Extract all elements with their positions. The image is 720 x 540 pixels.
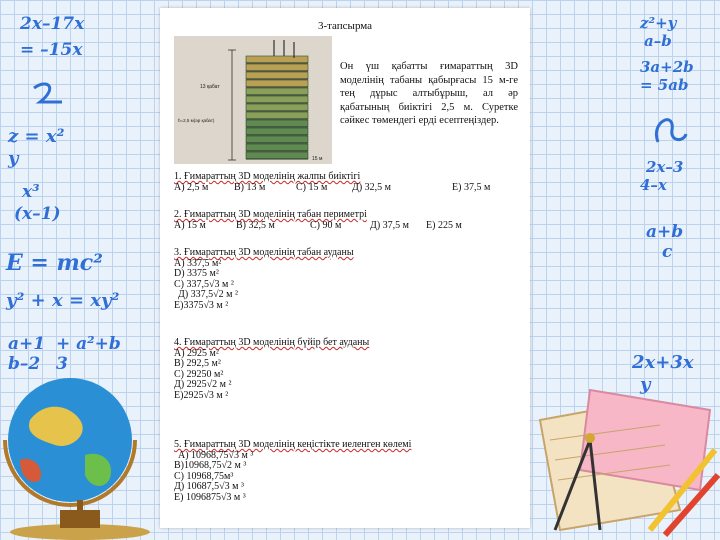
question-3-option-a: A) 337,5 м² [174,257,222,269]
formula-r6: 4–x [640,176,667,194]
tower-floor [246,64,308,71]
question-2-option-e: E) 225 м [426,219,462,231]
tower-floor [246,88,308,95]
question-1-option-b: B) 13 м [234,181,266,193]
tower-floor [246,80,308,87]
tower-floor [246,144,308,151]
formula-r10: y [640,374,651,395]
question-1 [174,172,490,193]
question-5-text: 5. Ғимараттың 3D моделінің кеңістікте иеленген көлемі [174,439,412,450]
question-4-option-c: C) 29250 м² [174,368,224,380]
stationery-illustration [530,380,720,540]
question-2-option-c: C) 90 м [310,219,342,231]
question-4-option-a: A) 2925 м² [174,347,219,359]
building-model-image [174,36,332,164]
tower-floor [246,128,308,135]
formula-6: (x–1) [14,204,61,224]
question-1-text: 1. Ғимараттың 3D моделінің жалпы биіктігі [174,171,361,182]
question-2-option-a: A) 15 м [174,219,206,231]
question-2-option-d: Д) 37,5 м [370,219,409,231]
question-3-option-d: Д) 337,5√2 м ² [178,289,238,301]
formula-10: b–2 [8,354,41,374]
formula-r4: = 5ab [640,76,689,94]
formula-r5: 2x–3 [646,158,684,176]
question-3-text: 3. Ғимараттың 3D моделінің табан ауданы [174,247,354,258]
document-sheet [160,8,530,528]
question-3-option-e: E)3375√3 м ² [174,299,229,311]
question-5-option-a: A) 10968,75√3 м ³ [178,449,254,461]
formula-4: y [8,148,19,169]
tower-floor [246,96,308,103]
formula-r9: 2x+3x [632,352,694,373]
formula-r2: a–b [644,32,672,50]
formula-5: x³ [22,182,40,202]
question-2-option-b: B) 32,5 м [236,219,275,231]
question-2-options [174,221,462,232]
question-5-option-e: E) 1096875√3 м ³ [174,491,246,503]
formula-3: z = x² [8,126,65,147]
task-title: 3-тапсырма [317,20,373,32]
squiggle-decoration [650,112,690,152]
formula-r3: 3a+2b [640,58,694,76]
question-1-option-e: E) 37,5 м [452,181,491,193]
formula-7: E = mc² [6,250,103,276]
tower-floor [246,120,308,127]
question-4-text: 4. Ғимараттың 3D моделінің бүйір бет ауданы [174,337,370,348]
formula-8: y² + x = xy² [6,290,120,311]
formula-12: 3 [56,354,68,374]
formula-9: a+1 [8,334,46,354]
figure-label-base: 15 м [312,156,323,162]
question-2-text: 2. Ғимараттың 3D моделінің табан периметрі [174,209,367,220]
tower-floor [246,104,308,111]
formula-r7: a+b [646,222,684,242]
question-3 [174,248,354,312]
question-5-option-b: B)10968,75√2 м ³ [174,460,247,472]
question-5-option-d: Д) 10687,5√3 м ³ [174,481,244,493]
building-figure [174,36,332,164]
question-1-options [174,183,490,194]
tower-floor [246,112,308,119]
question-1-option-a: A) 2,5 м [174,181,209,193]
tower-floor [246,72,308,79]
question-5-option-c: C) 10968,75м³ [174,470,234,482]
formula-1: 2x–17x [20,14,85,34]
question-2 [174,210,462,231]
globe-illustration [0,360,170,540]
question-1-option-d: Д) 32,5 м [352,181,391,193]
question-4 [174,338,369,402]
task-description: Он үш қабатты ғимараттың 3D моделінің табаны қабырғасы 15 м-ге тең дұрыс алтыбұрыш, ал әр қабатының биіктігі 2,5 м. Суретке сәйкес төмендегі ерді есептеңіздер. [340,61,518,126]
figure-label-floor: h=2,5 м(әр қабат) [178,118,215,123]
question-1-option-c: C) 15 м [296,181,328,193]
formula-r8: c [662,242,673,262]
tower-floor [246,152,308,159]
formula-11: + a²+b [56,334,121,354]
formula-r1: z²+y [640,14,677,32]
tower-floor [246,136,308,143]
question-3-option-b: D) 3375 м² [174,268,219,280]
squiggle-decoration-left [28,78,68,108]
question-3-option-c: C) 337,5√3 м ² [174,278,234,290]
question-4-option-b: B) 292,5 м² [174,358,221,370]
question-4-option-e: E)2925√3 м ² [174,389,229,401]
formula-2: = –15x [20,40,83,60]
tower-floor [246,56,308,63]
question-5 [174,440,411,504]
figure-label-height: 13 қабат [200,84,220,90]
question-4-option-d: Д) 2925√2 м ² [174,379,232,391]
